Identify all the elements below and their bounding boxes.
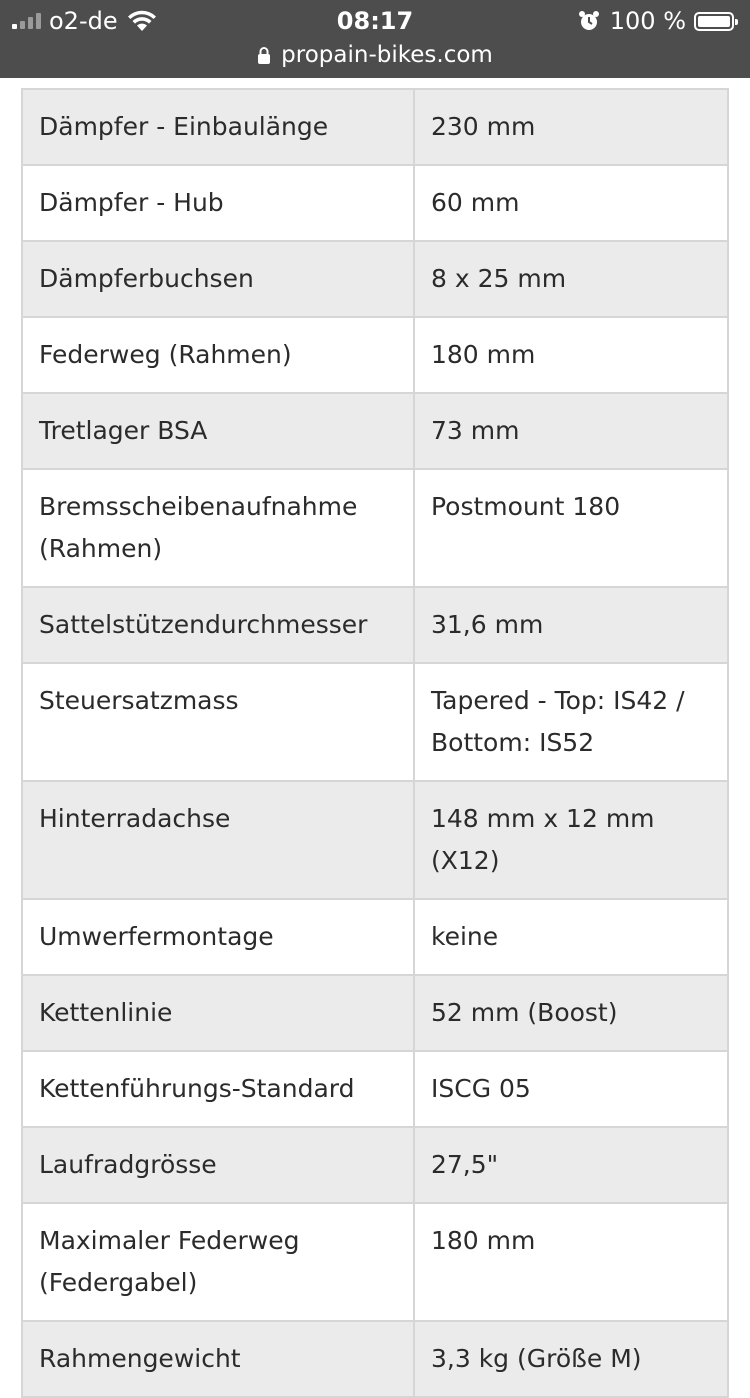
table-row (22, 469, 728, 587)
table-row (22, 1051, 728, 1127)
battery-icon (694, 12, 734, 31)
alarm-icon (578, 10, 600, 32)
spec-value: 148 mm x 12 mm (X12) (414, 781, 728, 899)
table-row (22, 241, 728, 317)
lock-icon (257, 46, 271, 64)
spec-value: 52 mm (Boost) (414, 975, 728, 1051)
table-row (22, 781, 728, 899)
battery-percentage: 100 % (609, 7, 686, 35)
table-row (22, 587, 728, 663)
spec-label: Kettenlinie (22, 975, 414, 1051)
spec-value: ISCG 05 (414, 1051, 728, 1127)
spec-label: Umwerfermontage (22, 899, 414, 975)
status-bar (0, 0, 750, 78)
table-row (22, 1321, 728, 1397)
table-row (22, 899, 728, 975)
spec-value: Postmount 180 (414, 469, 728, 587)
table-row (22, 1127, 728, 1203)
table-row (22, 1203, 728, 1321)
table-row (22, 317, 728, 393)
spec-label: Maximaler Federweg (Federgabel) (22, 1203, 414, 1321)
spec-table-body (22, 89, 728, 1397)
spec-label: Kettenführungs-Standard (22, 1051, 414, 1127)
status-right (578, 6, 734, 36)
spec-value: 31,6 mm (414, 587, 728, 663)
spec-value: 27,5" (414, 1127, 728, 1203)
spec-value: 180 mm (414, 1203, 728, 1321)
table-row (22, 663, 728, 781)
carrier-name: o2-de (49, 7, 118, 35)
spec-label: Tretlager BSA (22, 393, 414, 469)
spec-label: Hinterradachse (22, 781, 414, 899)
spec-value: Tapered - Top: IS42 / Bottom: IS52 (414, 663, 728, 781)
spec-value: keine (414, 899, 728, 975)
address-bar[interactable] (0, 40, 750, 70)
spec-label: Steuersatzmass (22, 663, 414, 781)
spec-value: 3,3 kg (Größe M) (414, 1321, 728, 1397)
spec-value: 73 mm (414, 393, 728, 469)
table-row (22, 393, 728, 469)
url-text[interactable]: propain-bikes.com (281, 42, 493, 68)
spec-table (21, 88, 729, 1398)
spec-label: Laufradgrösse (22, 1127, 414, 1203)
spec-value: 60 mm (414, 165, 728, 241)
spec-value: 180 mm (414, 317, 728, 393)
clock: 08:17 (336, 7, 414, 35)
table-row (22, 975, 728, 1051)
table-row (22, 89, 728, 165)
spec-label: Dämpfer - Einbaulänge (22, 89, 414, 165)
table-row (22, 165, 728, 241)
spec-label: Rahmengewicht (22, 1321, 414, 1397)
spec-label: Dämpferbuchsen (22, 241, 414, 317)
spec-label: Dämpfer - Hub (22, 165, 414, 241)
spec-value: 8 x 25 mm (414, 241, 728, 317)
spec-label: Bremsscheibenaufnahme (Rahmen) (22, 469, 414, 587)
spec-label: Federweg (Rahmen) (22, 317, 414, 393)
spec-label: Sattelstützendurchmesser (22, 587, 414, 663)
spec-value: 230 mm (414, 89, 728, 165)
